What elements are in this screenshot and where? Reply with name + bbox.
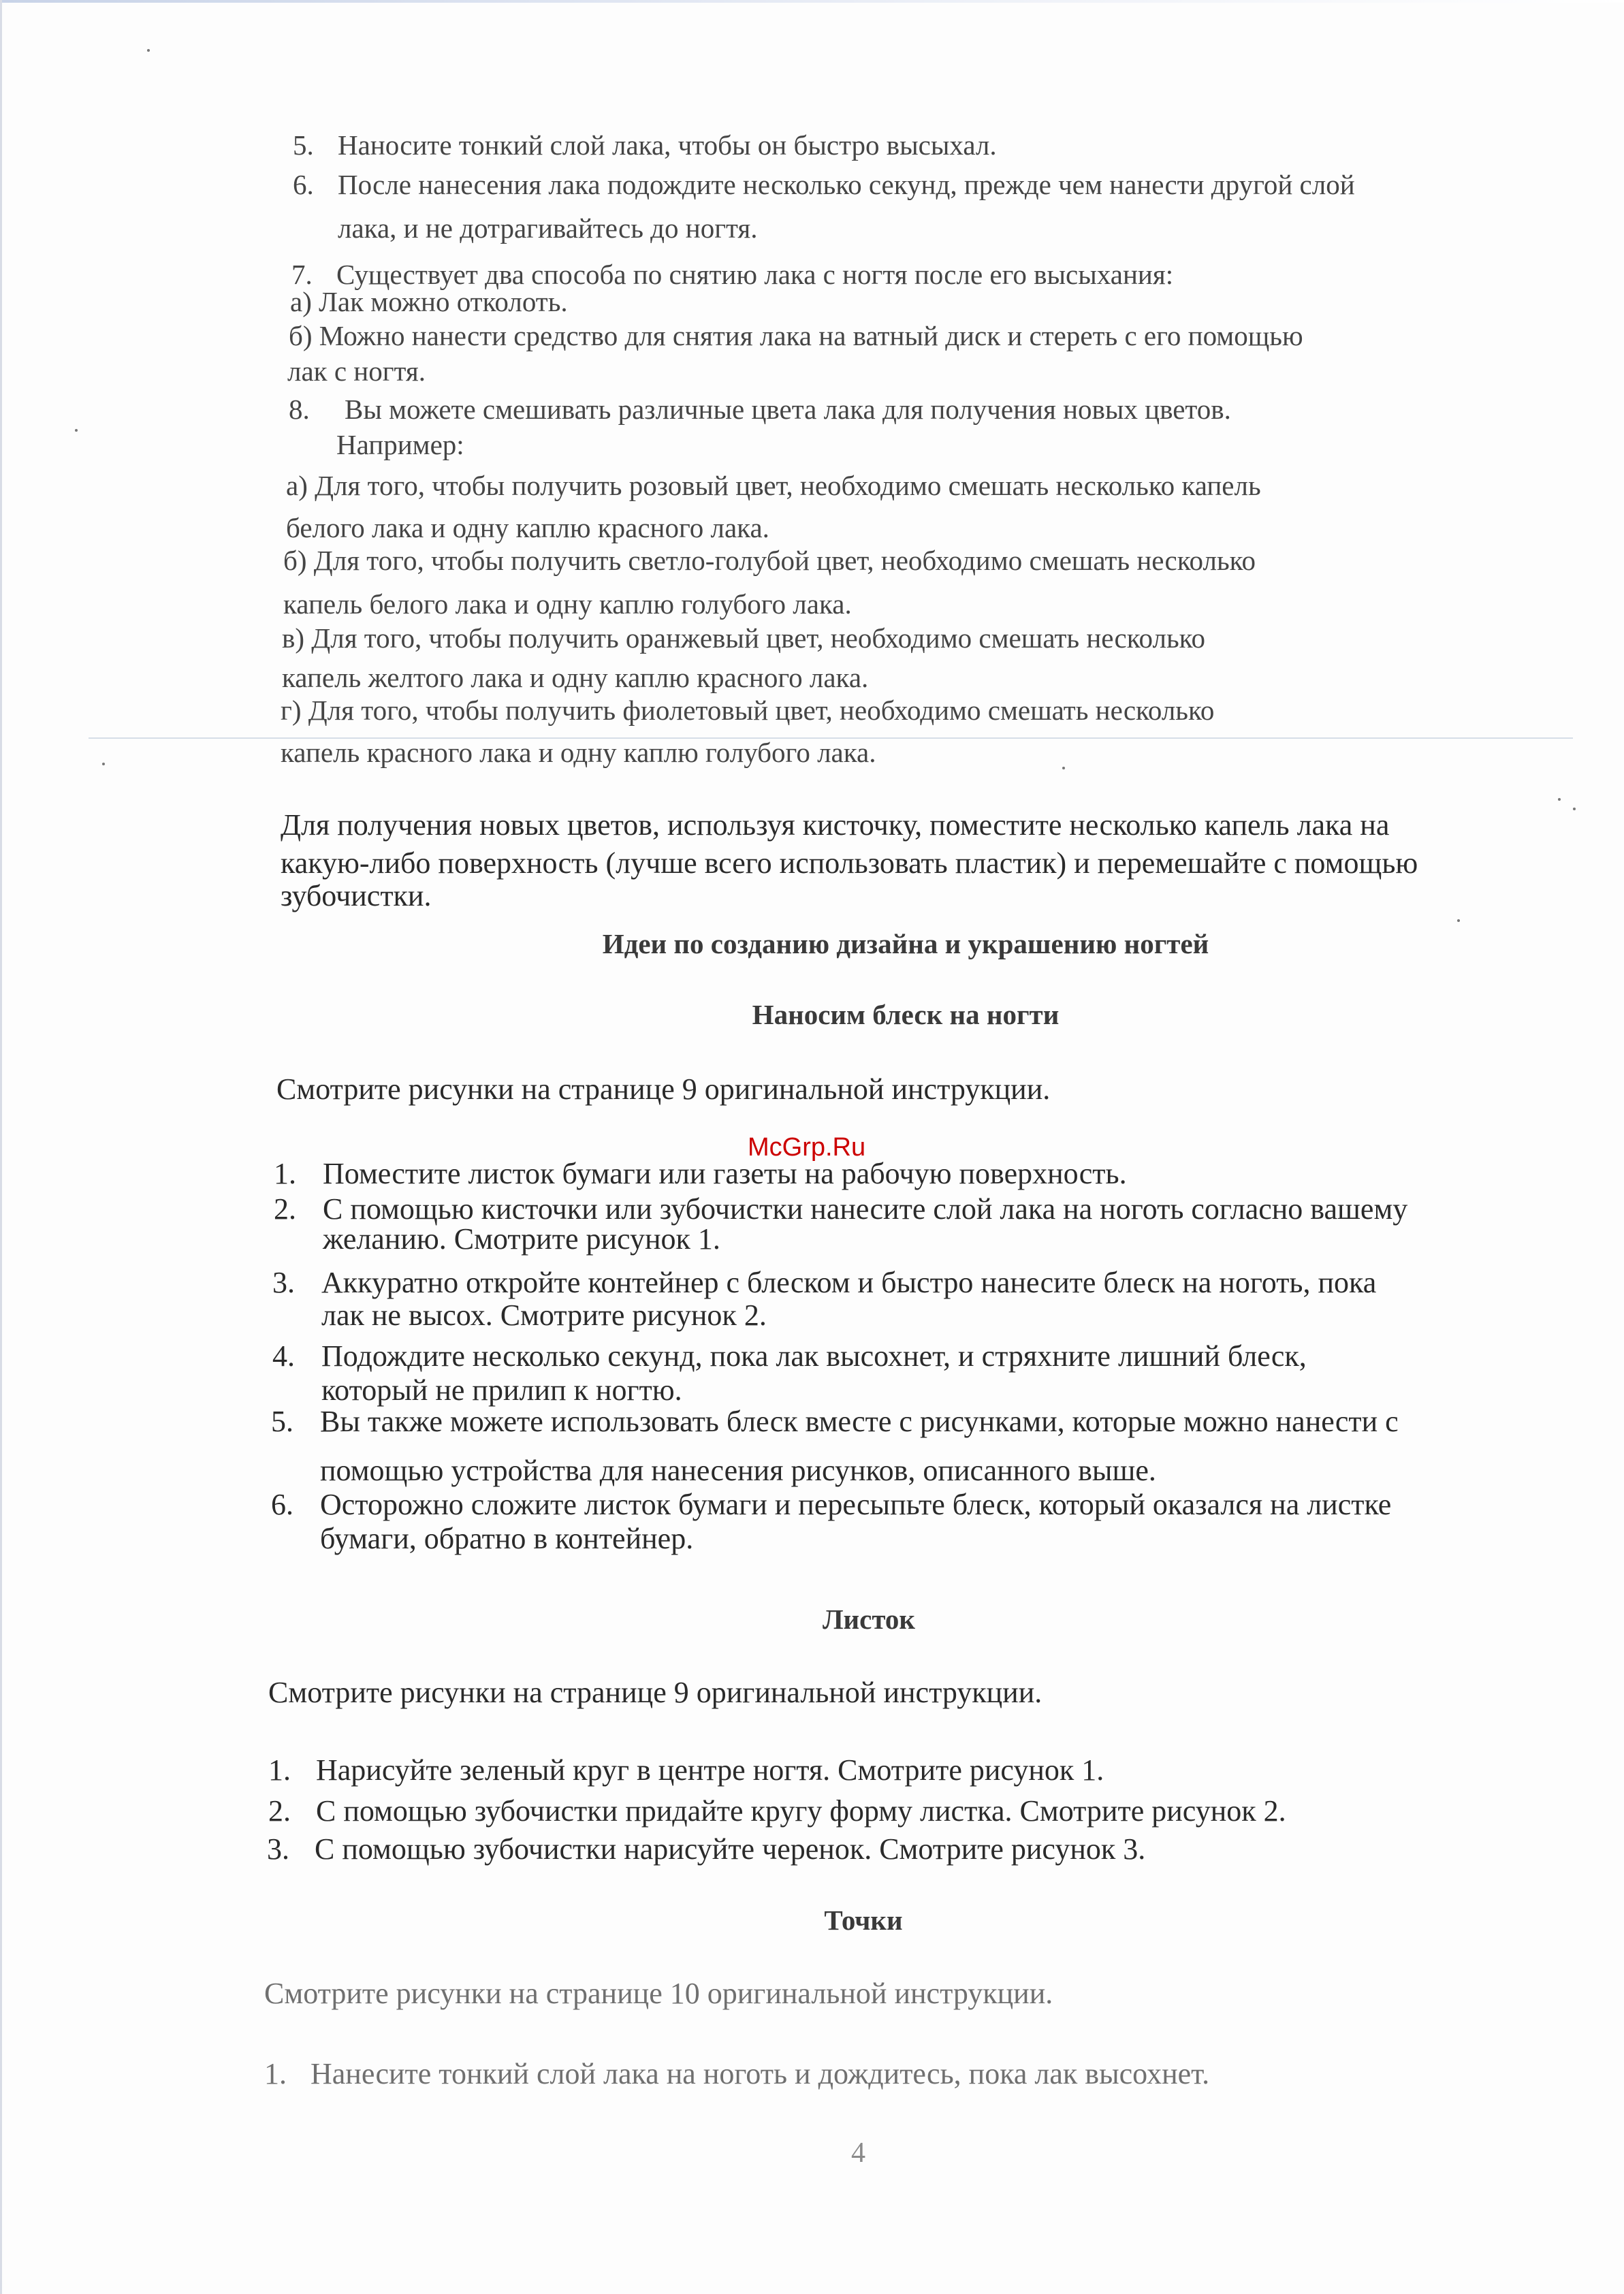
dots-heading: Точки [824, 1905, 903, 1936]
glitter-step-5 [271, 1405, 1399, 1437]
example-b-line1: б) Для того, чтобы получить светло-голубой цвет, необходимо смешать несколько [283, 545, 1256, 576]
step-number: 4. [272, 1339, 295, 1373]
page-number: 4 [851, 2137, 865, 2169]
example-c-line2: капель желтого лака и одну каплю красного лака. [282, 662, 869, 693]
example-a-line1: а) Для того, чтобы получить розовый цвет, необходимо смешать несколько капель [286, 470, 1261, 501]
glitter-step-2-cont: желанию. Смотрите рисунок 1. [323, 1222, 720, 1256]
glitter-heading: Наносим блеск на ногти [752, 999, 1060, 1030]
item-number: 8. [289, 394, 310, 425]
glitter-step-1 [274, 1158, 1127, 1190]
dots-intro: Смотрите рисунки на странице 10 оригинальной инструкции. [264, 1977, 1053, 2010]
scan-speck [1558, 798, 1561, 801]
item-6-cont: лака, и не дотрагивайтесь до ногтя. [338, 212, 758, 244]
sub-item-b-cont: лак с ногтя. [287, 355, 426, 387]
scan-speck [1573, 808, 1576, 810]
step-number: 5. [271, 1405, 293, 1438]
example-b-line2: капель белого лака и одну каплю голубого лака. [283, 588, 852, 620]
item-8 [289, 394, 1231, 426]
step-number: 1. [264, 2057, 287, 2090]
mix-paragraph-line3: зубочистки. [281, 879, 432, 912]
example-a-line2: белого лака и одну каплю красного лака. [286, 512, 769, 543]
sub-item-a: а) Лак можно отколоть. [290, 286, 568, 317]
scan-edge-top [0, 0, 1624, 3]
scan-speck [75, 429, 78, 432]
glitter-intro: Смотрите рисунки на странице 9 оригинальной инструкции. [276, 1072, 1051, 1106]
step-number: 6. [271, 1488, 293, 1521]
scan-speck [1457, 919, 1460, 922]
step-number: 1. [274, 1157, 296, 1190]
step-text: С помощью зубочистки придайте кругу форму листка. Смотрите рисунок 2. [316, 1794, 1286, 1828]
dots-step-1 [264, 2058, 1209, 2090]
glitter-step-3 [272, 1267, 1376, 1299]
item-number: 6. [293, 169, 314, 200]
ideas-heading: Идеи по созданию дизайна и украшению ногтей [602, 928, 1209, 959]
scan-speck [1062, 767, 1065, 769]
mix-paragraph-line2: какую-либо поверхность (лучше всего использовать пластик) и перемешайте с помощью [281, 846, 1418, 880]
scan-edge-left [0, 0, 2, 2294]
glitter-step-6 [271, 1488, 1391, 1520]
item-text: После нанесения лака подождите несколько секунд, прежде чем нанести другой слой [338, 169, 1355, 200]
glitter-step-5-cont: помощью устройства для нанесения рисунков, описанного выше. [320, 1454, 1156, 1487]
step-text: С помощью зубочистки нарисуйте черенок. Смотрите рисунок 3. [315, 1832, 1146, 1866]
item-text: Наносите тонкий слой лака, чтобы он быстро высыхал. [338, 129, 997, 161]
step-text: Вы также можете использовать блеск вместе с рисунками, которые можно нанести с [320, 1405, 1399, 1438]
watermark: McGrp.Ru [748, 1133, 866, 1162]
step-text: Осторожно сложите листок бумаги и пересыпьте блеск, который оказался на листке [320, 1488, 1392, 1521]
step-text: С помощью кисточки или зубочистки нанесите слой лака на ноготь согласно вашему [323, 1192, 1408, 1226]
scan-speck [102, 763, 105, 765]
scan-speck [147, 49, 150, 52]
step-number: 2. [274, 1192, 296, 1226]
example-label: Например: [336, 429, 464, 460]
item-6 [293, 169, 1355, 201]
step-number: 1. [268, 1753, 291, 1787]
glitter-step-4 [272, 1340, 1307, 1372]
glitter-step-4-cont: который не прилип к ногтю. [321, 1373, 682, 1407]
item-number: 5. [293, 129, 314, 161]
leaf-step-3 [267, 1833, 1145, 1865]
item-number: 7. [291, 259, 313, 290]
step-text: Нарисуйте зеленый круг в центре ногтя. Смотрите рисунок 1. [316, 1753, 1104, 1787]
item-text: Вы можете смешивать различные цвета лака для получения новых цветов. [345, 394, 1231, 425]
example-d-line2: капель красного лака и одну каплю голубого лака. [281, 737, 876, 768]
leaf-step-2 [268, 1795, 1286, 1827]
step-text: Нанесите тонкий слой лака на ноготь и дождитесь, пока лак высохнет. [311, 2057, 1210, 2090]
step-number: 2. [268, 1794, 291, 1828]
sub-item-b: б) Можно нанести средство для снятия лака на ватный диск и стереть с его помощью [289, 320, 1303, 351]
leaf-step-1 [268, 1754, 1104, 1786]
step-number: 3. [272, 1266, 295, 1299]
glitter-step-6-cont: бумаги, обратно в контейнер. [320, 1522, 694, 1555]
glitter-step-3-cont: лак не высох. Смотрите рисунок 2. [321, 1299, 767, 1332]
glitter-step-2 [274, 1193, 1407, 1225]
step-text: Подождите несколько секунд, пока лак высохнет, и стряхните лишний блеск, [321, 1339, 1307, 1373]
example-d-line1: г) Для того, чтобы получить фиолетовый цвет, необходимо смешать несколько [281, 695, 1215, 726]
step-text: Поместите листок бумаги или газеты на рабочую поверхность. [323, 1157, 1127, 1190]
leaf-heading: Листок [822, 1604, 916, 1635]
example-c-line1: в) Для того, чтобы получить оранжевый цвет, необходимо смешать несколько [282, 622, 1205, 654]
item-text: Существует два способа по снятию лака с ногтя после его высыхания: [336, 259, 1174, 290]
step-number: 3. [267, 1832, 289, 1866]
item-5 [293, 129, 997, 161]
step-text: Аккуратно откройте контейнер с блеском и быстро нанесите блеск на ноготь, пока [321, 1266, 1377, 1299]
leaf-intro: Смотрите рисунки на странице 9 оригинальной инструкции. [268, 1676, 1042, 1709]
mix-paragraph-line1: Для получения новых цветов, используя кисточку, поместите несколько капель лака на [281, 808, 1390, 842]
